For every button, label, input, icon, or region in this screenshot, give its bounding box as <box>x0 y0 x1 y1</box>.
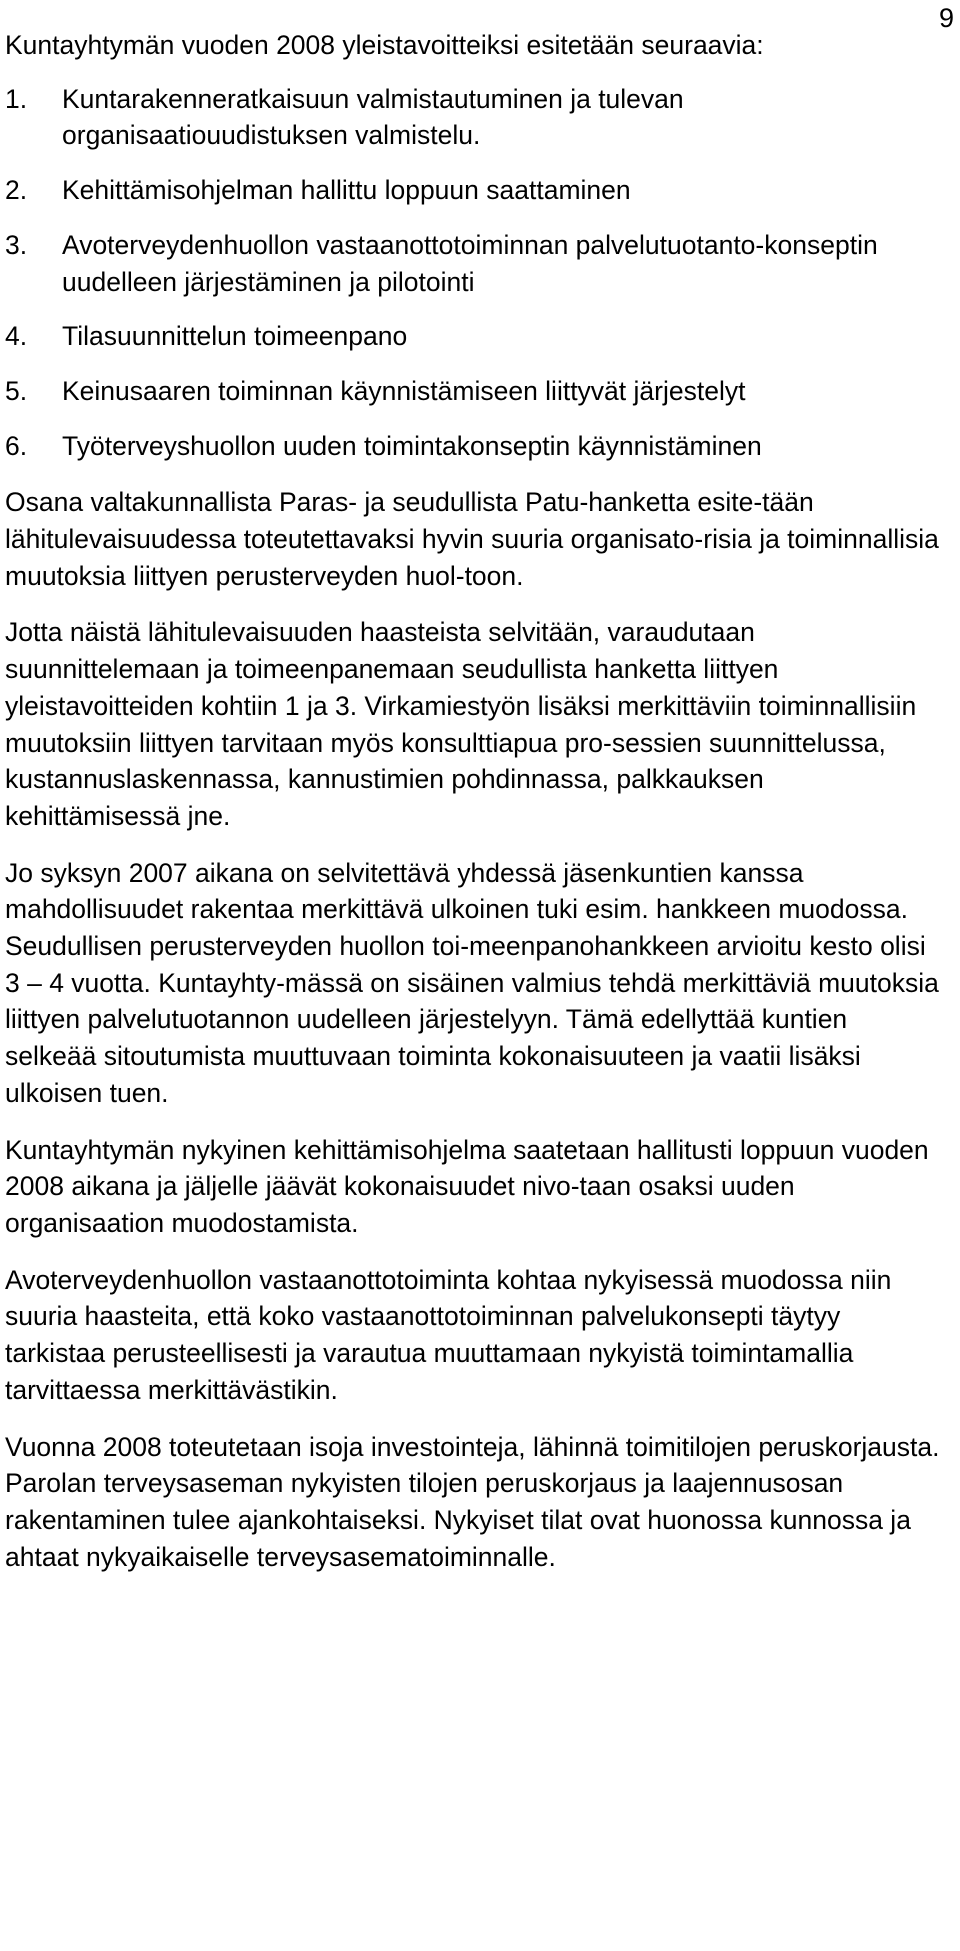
goal-item <box>5 428 940 465</box>
goals-list <box>5 81 940 465</box>
paragraph: Vuonna 2008 toteutetaan isoja investointeja, lähinnä toimitilojen peruskorjausta. Parolan terveysaseman nykyisten tilojen peruskorjaus ja laajennusosan rakentaminen tulee ajankohtaiseksi. Nykyiset tilat ovat huonossa kunnossa ja ahtaat nykyaikaiselle terveysasematoiminnalle. <box>5 1431 940 1572</box>
document-body <box>5 27 940 1575</box>
page-number: 9 <box>938 3 954 33</box>
intro-text: Kuntayhtymän vuoden 2008 yleistavoitteiksi esitetään seuraavia: <box>5 30 764 60</box>
goal-item <box>5 373 940 410</box>
goal-text: Avoterveydenhuollon vastaanottotoiminnan palvelutuotanto-konseptin uudelleen järjestäminen ja pilotointi <box>62 229 878 297</box>
goal-number: 4. <box>5 321 28 352</box>
goal-number: 6. <box>5 430 28 461</box>
goal-item <box>5 318 940 355</box>
goal-text: Keinusaaren toiminnan käynnistämiseen liittyvät järjestelyt <box>62 375 746 406</box>
goal-item <box>5 81 940 154</box>
paragraph: Avoterveydenhuollon vastaanottotoiminta kohtaa nykyisessä muodossa niin suuria haasteita, että koko vastaanottotoiminnan palvelukonsepti täytyy tarkistaa perusteellisesti ja varautua muuttamaan nykyistä toimintamallia tarvittaessa merkittävästikin. <box>5 1264 892 1405</box>
goal-item <box>5 172 940 209</box>
goal-text: Kuntarakenneratkaisuun valmistautuminen ja tulevan organisaatiouudistuksen valmistelu. <box>62 83 684 151</box>
paragraph: Osana valtakunnallista Paras- ja seudullista Patu-hanketta esite-tään lähitulevaisuudessa toteutettavaksi hyvin suuria organisato-risia ja toiminnallisia muutoksia liittyen perusterveyden huol-toon. <box>5 487 939 591</box>
goal-number: 1. <box>5 83 28 114</box>
goal-text: Tilasuunnittelun toimeenpano <box>62 321 408 352</box>
paragraph: Jotta näistä lähitulevaisuuden haasteista selvitään, varaudutaan suunnittelemaan ja toimeenpanemaan seudullista hanketta liittyen yleistavoitteiden kohtiin 1 ja 3. Virkamiestyön lisäksi merkittäviin toiminnallisiin muutoksiin liittyen tarvitaan myös konsulttiapua pro-sessien suunnittelussa, kustannuslaskennassa, kannustimien pohdinnassa, palkkauksen kehittämisessä jne. <box>5 617 917 831</box>
goal-text: Työterveyshuollon uuden toimintakonseptin käynnistäminen <box>62 430 762 461</box>
paragraph: Jo syksyn 2007 aikana on selvitettävä yhdessä jäsenkuntien kanssa mahdollisuudet rakentaa merkittävä ulkoinen tuki esim. hankkeen muodossa. Seudullisen perusterveyden huollon toi-meenpanohankkeen arvioitu kesto olisi 3 – 4 vuotta. Kuntayhty-mässä on sisäinen valmius tehdä merkittäviä muutoksia liittyen palvelutuotannon uudelleen järjestelyyn. Tämä edellyttää kuntien selkeää sitoutumista muuttuvaan toiminta kokonaisuuteen ja vaatii lisäksi ulkoisen tuen. <box>5 857 939 1108</box>
goal-item <box>5 227 940 300</box>
paragraph: Kuntayhtymän nykyinen kehittämisohjelma saatetaan hallitusti loppuun vuoden 2008 aikana ja jäljelle jäävät kokonaisuudet nivo-taan osaksi uuden organisaation muodostamista. <box>5 1134 929 1238</box>
goal-number: 3. <box>5 229 28 260</box>
goal-number: 5. <box>5 375 28 406</box>
goal-number: 2. <box>5 175 28 206</box>
goal-text: Kehittämisohjelman hallittu loppuun saattaminen <box>62 175 631 206</box>
